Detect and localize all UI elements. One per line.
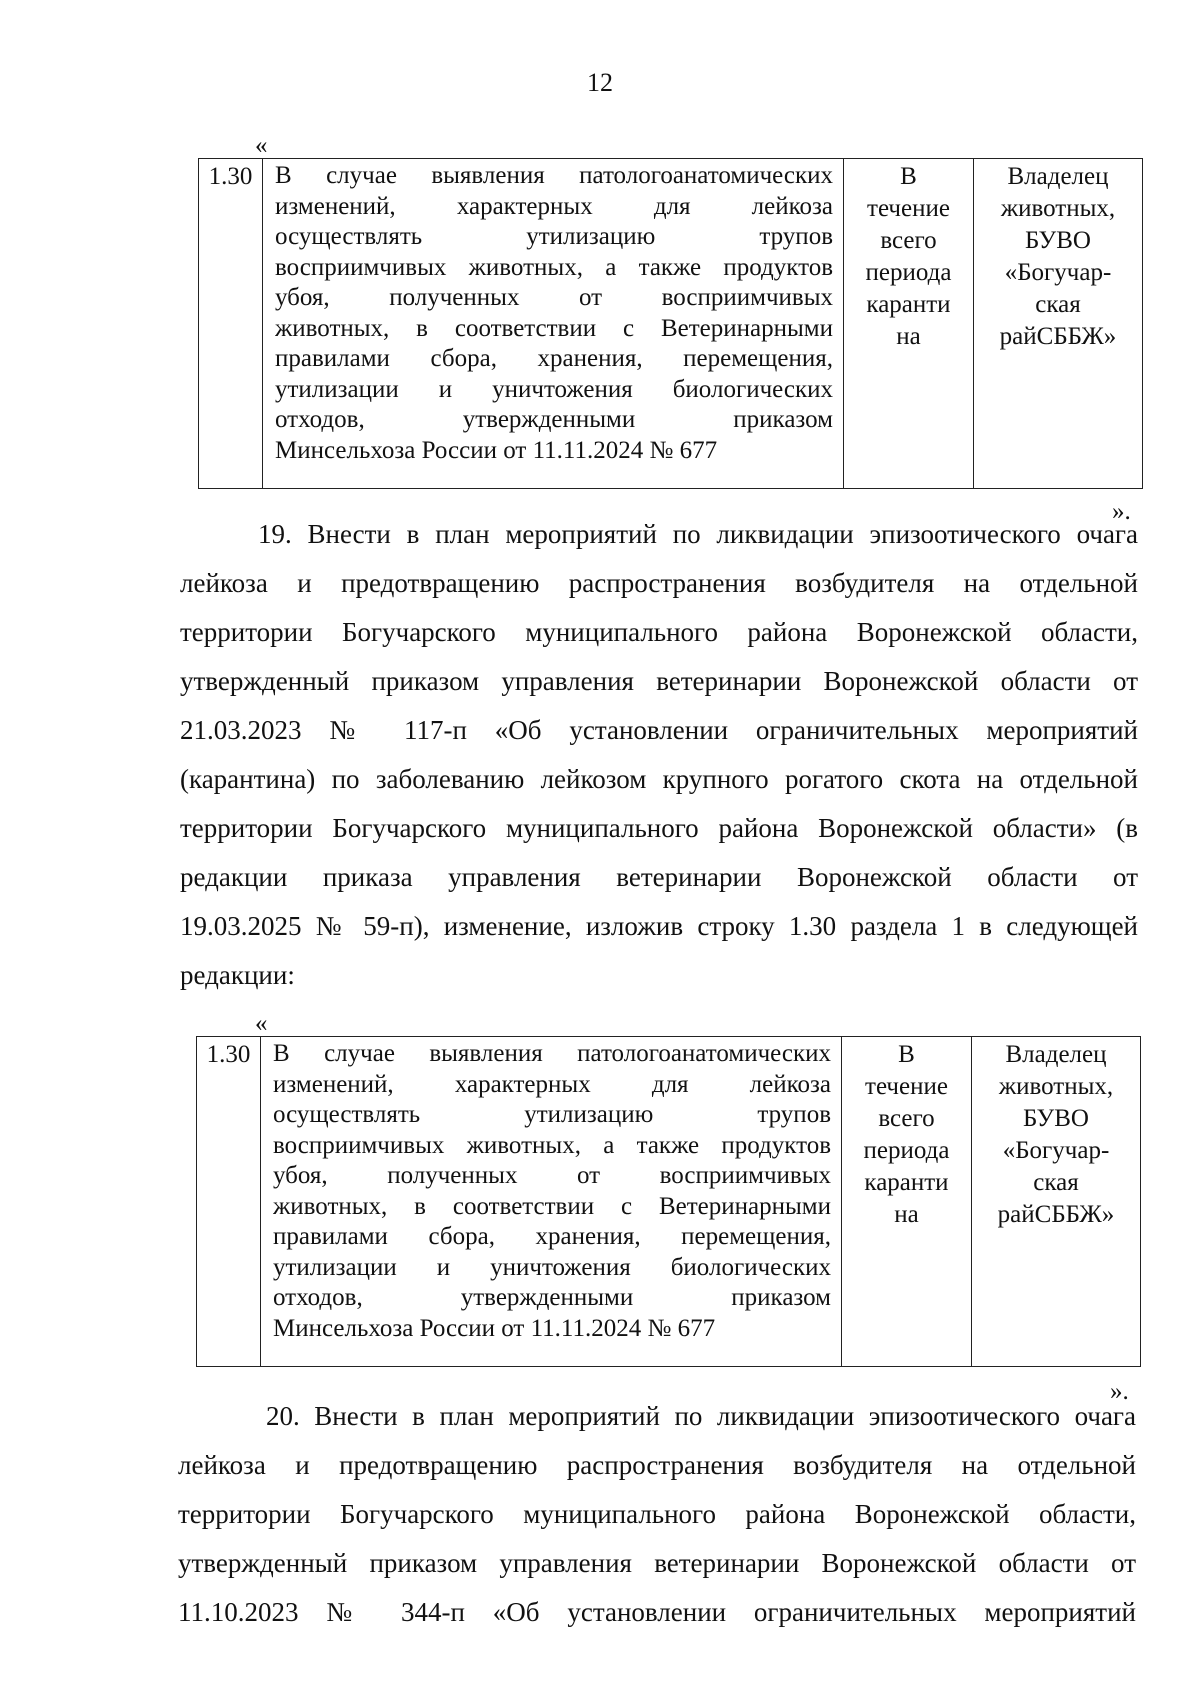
term-line: на <box>894 1201 919 1228</box>
measure-line: осуществлять утилизацию трупов <box>273 1101 831 1128</box>
row-number-cell: 1.30 <box>199 159 263 489</box>
measure-line: восприимчивых животных, а также продуктов <box>275 253 833 281</box>
row-number-cell: 1.30 <box>197 1037 261 1367</box>
term-line: В <box>900 163 917 190</box>
quote-open-2: « <box>255 1010 268 1037</box>
term-line: всего <box>880 227 937 254</box>
measure-line: отходов, утвержденными приказом <box>273 1284 831 1311</box>
responsible-line: Владелец <box>1005 1041 1107 1068</box>
responsible-line: животных, <box>1000 195 1116 222</box>
paragraph-line: территории Богучарского муниципального района Воронежской области, <box>178 1499 1136 1529</box>
term-line: В <box>898 1041 915 1068</box>
paragraph-line: 21.03.2023 № 117-п «Об установлении ограничительных мероприятий <box>180 715 1138 745</box>
page-number: 12 <box>587 68 613 97</box>
measure-line: утилизации и уничтожения биологических <box>273 1253 831 1281</box>
quote-close-1: ». <box>1112 498 1131 525</box>
responsible-line: «Богучар- <box>1004 259 1112 286</box>
measure-line: убоя, полученных от восприимчивых <box>275 284 833 311</box>
measure-line: изменений, характерных для лейкоза <box>275 192 833 220</box>
term-line: каранти <box>866 291 951 318</box>
responsible-line: райСББЖ» <box>997 1201 1115 1228</box>
measure-line: отходов, утвержденными приказом <box>275 406 833 433</box>
term-line: периода <box>863 1137 950 1164</box>
measure-line: В случае выявления патологоанатомических <box>275 162 833 189</box>
row-measure-cell <box>261 1037 842 1367</box>
paragraph-20 <box>178 1392 1136 1637</box>
term-line: на <box>896 323 921 350</box>
responsible-line: «Богучар- <box>1002 1137 1110 1164</box>
measure-line: правилами сбора, хранения, перемещения, <box>275 345 833 372</box>
paragraph-line: лейкоза и предотвращению распространения возбудителя на отдельной <box>180 568 1138 598</box>
responsible-line: Владелец <box>1007 163 1109 190</box>
quote-close-2: ». <box>1110 1378 1129 1405</box>
paragraph-line: утвержденный приказом управления ветеринарии Воронежской области от <box>180 666 1138 696</box>
paragraph-line: 19. Внести в план мероприятий по ликвидации эпизоотического очага <box>258 519 1138 549</box>
measure-line: В случае выявления патологоанатомических <box>273 1040 831 1067</box>
quote-open-1: « <box>255 132 268 159</box>
paragraph-line: 19.03.2025 № 59-п), изменение, изложив строку 1.30 раздела 1 в следующей <box>180 911 1138 941</box>
measure-line: животных, в соответствии с Ветеринарными <box>275 314 833 342</box>
plan-row-table-2 <box>196 1036 1141 1367</box>
paragraph-line: территории Богучарского муниципального района Воронежской области, <box>180 617 1138 647</box>
measure-line: Минсельхоза России от 11.11.2024 № 677 <box>273 1314 716 1342</box>
measure-line: осуществлять утилизацию трупов <box>275 223 833 250</box>
term-line: периода <box>865 259 952 286</box>
plan-row-table-1 <box>198 158 1143 489</box>
responsible-line: животных, <box>998 1073 1114 1100</box>
paragraph-19 <box>180 510 1138 1000</box>
term-line: течение <box>865 1073 948 1100</box>
responsible-line: БУВО <box>1023 1105 1089 1132</box>
row-responsible-cell <box>974 159 1143 489</box>
responsible-line: райСББЖ» <box>999 323 1117 350</box>
row-measure-cell <box>263 159 844 489</box>
row-responsible-cell <box>972 1037 1141 1367</box>
paragraph-line: (карантина) по заболеванию лейкозом крупного рогатого скота на отдельной <box>180 764 1138 794</box>
measure-line: изменений, характерных для лейкоза <box>273 1070 831 1098</box>
paragraph-line: 11.10.2023 № 344-п «Об установлении ограничительных мероприятий <box>178 1597 1136 1627</box>
term-line: всего <box>878 1105 935 1132</box>
measure-line: утилизации и уничтожения биологических <box>275 375 833 403</box>
responsible-line: ская <box>1033 1169 1079 1196</box>
paragraph-line: лейкоза и предотвращению распространения возбудителя на отдельной <box>178 1450 1136 1480</box>
row-term-cell <box>842 1037 972 1367</box>
row-term-cell <box>844 159 974 489</box>
paragraph-line: редакции приказа управления ветеринарии Воронежской области от <box>180 862 1138 892</box>
responsible-line: БУВО <box>1025 227 1091 254</box>
measure-line: животных, в соответствии с Ветеринарными <box>273 1192 831 1220</box>
term-line: течение <box>867 195 950 222</box>
measure-line: Минсельхоза России от 11.11.2024 № 677 <box>275 436 718 464</box>
responsible-line: ская <box>1035 291 1081 318</box>
measure-line: восприимчивых животных, а также продуктов <box>273 1131 831 1159</box>
paragraph-line: редакции: <box>180 960 295 990</box>
paragraph-line: утвержденный приказом управления ветеринарии Воронежской области от <box>178 1548 1136 1578</box>
measure-line: правилами сбора, хранения, перемещения, <box>273 1223 831 1250</box>
term-line: каранти <box>864 1169 949 1196</box>
paragraph-line: 20. Внести в план мероприятий по ликвидации эпизоотического очага <box>266 1401 1136 1431</box>
measure-line: убоя, полученных от восприимчивых <box>273 1162 831 1189</box>
paragraph-line: территории Богучарского муниципального района Воронежской области» (в <box>180 813 1138 843</box>
